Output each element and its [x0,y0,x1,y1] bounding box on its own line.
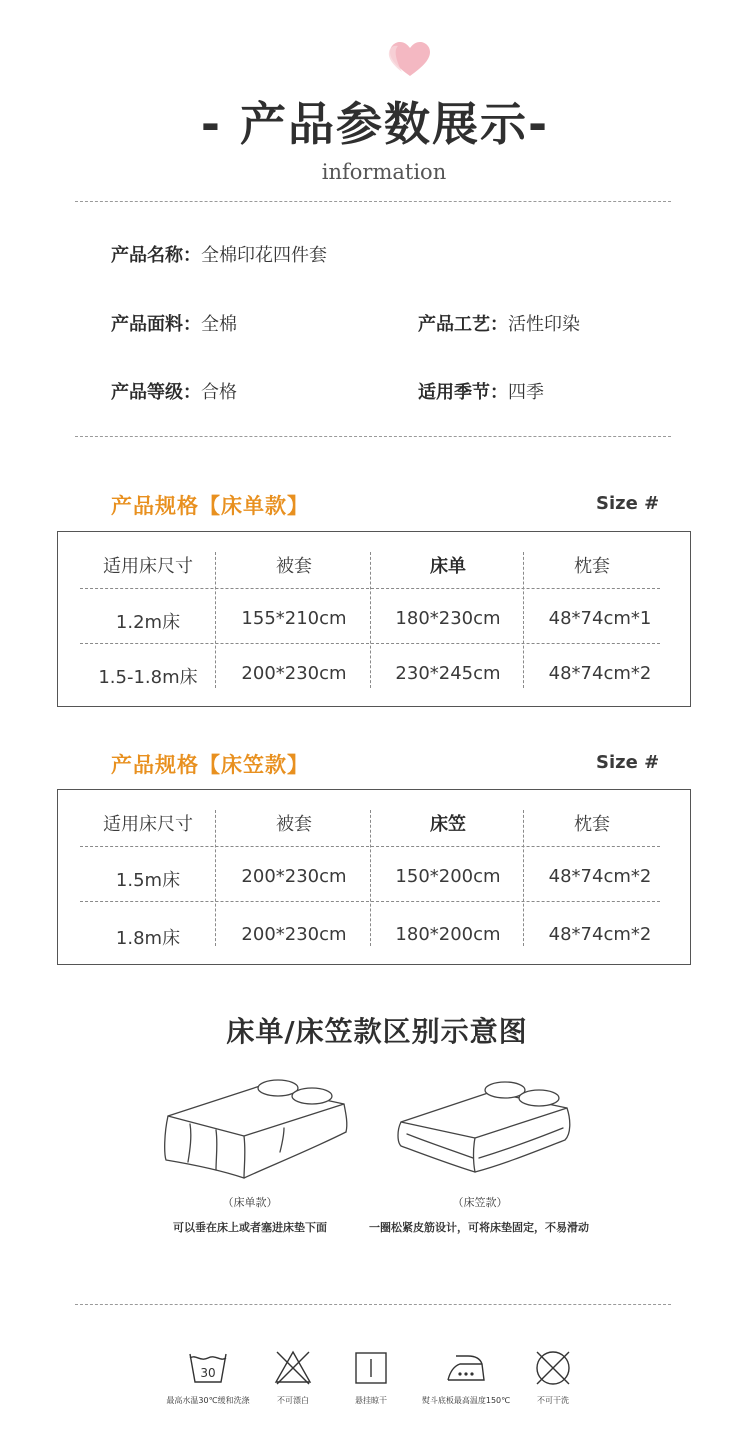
diagram-title: 床单/床笠款区别示意图 [226,1015,528,1048]
wash-temp-text: 30 [200,1366,216,1380]
table-cell: 1.8m床 [115,928,181,949]
care-label-wash: 最高水温30℃缓和洗涤 [166,1396,250,1405]
table-cell: 48*74cm*2 [548,924,652,945]
page-subtitle: information [321,160,447,184]
col-divider [370,552,371,688]
col-divider [523,552,524,688]
care-label-hang-dry: 悬挂晾干 [355,1396,387,1405]
flat-sheet-bed-illustration [160,1074,356,1182]
col-divider [370,810,371,946]
table-cell: 200*230cm [241,866,347,887]
page-title: - 产品参数展示- [200,97,550,151]
table-cell: 1.5m床 [115,870,181,891]
table-header-cell: 枕套 [574,814,610,835]
sheet-caption-desc: 可以垂在床上或者塞进床垫下面 [173,1221,327,1234]
info-product-name [111,241,327,267]
sheet-spec-table [57,531,691,707]
table-header-cell: 床笠 [430,814,466,835]
info-fabric [111,310,237,336]
fitted-size-tag: Size # [596,752,660,773]
divider-top [75,201,671,202]
info-season [418,378,544,404]
fitted-caption-label: （床笠款） [452,1196,508,1209]
fitted-spec-table [57,789,691,965]
table-cell: 48*74cm*2 [548,866,652,887]
fitted-sheet-bed-illustration [393,1076,573,1178]
table-header-cell: 适用床尺寸 [103,556,193,577]
sheet-caption-label: （床单款） [222,1196,278,1209]
table-cell: 180*230cm [395,608,501,629]
table-cell: 48*74cm*2 [548,663,652,684]
table-header-cell: 被套 [276,814,312,835]
table-header-cell: 枕套 [574,556,610,577]
info-craft [418,310,580,336]
sheet-spec-title: 产品规格【床单款】 [111,494,309,518]
table-header-cell: 床单 [430,556,466,577]
table-cell: 1.2m床 [115,612,181,633]
table-header-cell: 适用床尺寸 [103,814,193,835]
info-label: 适用季节： [418,382,508,403]
info-value: 活性印染 [508,314,580,335]
info-label: 产品名称： [111,245,201,266]
divider-care-top [75,1304,671,1305]
hang-dry-icon [353,1350,389,1386]
table-cell: 48*74cm*1 [548,608,652,629]
table-cell: 230*245cm [395,663,501,684]
info-label: 产品等级： [111,382,201,403]
heart-icon [388,40,432,80]
sheet-size-tag: Size # [596,493,660,514]
info-value: 全棉印花四件套 [201,245,327,266]
no-bleach-icon [273,1348,313,1386]
col-divider [523,810,524,946]
table-cell: 200*230cm [241,663,347,684]
iron-150-icon [444,1352,488,1384]
fitted-caption-desc: 一圈松紧皮筋设计，可将床垫固定，不易滑动 [369,1221,589,1234]
info-label: 产品面料： [111,314,201,335]
fitted-spec-title: 产品规格【床笠款】 [111,753,309,777]
info-value: 合格 [201,382,237,403]
wash-30-icon [188,1350,228,1386]
divider-info-bottom [75,436,671,437]
info-value: 四季 [508,382,544,403]
info-value: 全棉 [201,314,237,335]
table-cell: 200*230cm [241,924,347,945]
table-cell: 180*200cm [395,924,501,945]
col-divider [215,552,216,688]
no-dry-clean-icon [533,1348,573,1388]
col-divider [215,810,216,946]
info-label: 产品工艺： [418,314,508,335]
table-cell: 150*200cm [395,866,501,887]
table-cell: 1.5-1.8m床 [98,667,198,688]
table-header-cell: 被套 [276,556,312,577]
info-grade [111,378,237,404]
care-label-iron: 熨斗底板最高温度150℃ [421,1396,511,1405]
care-label-no-dry-clean: 不可干洗 [537,1396,569,1405]
table-cell: 155*210cm [241,608,347,629]
care-label-no-bleach: 不可漂白 [277,1396,309,1405]
